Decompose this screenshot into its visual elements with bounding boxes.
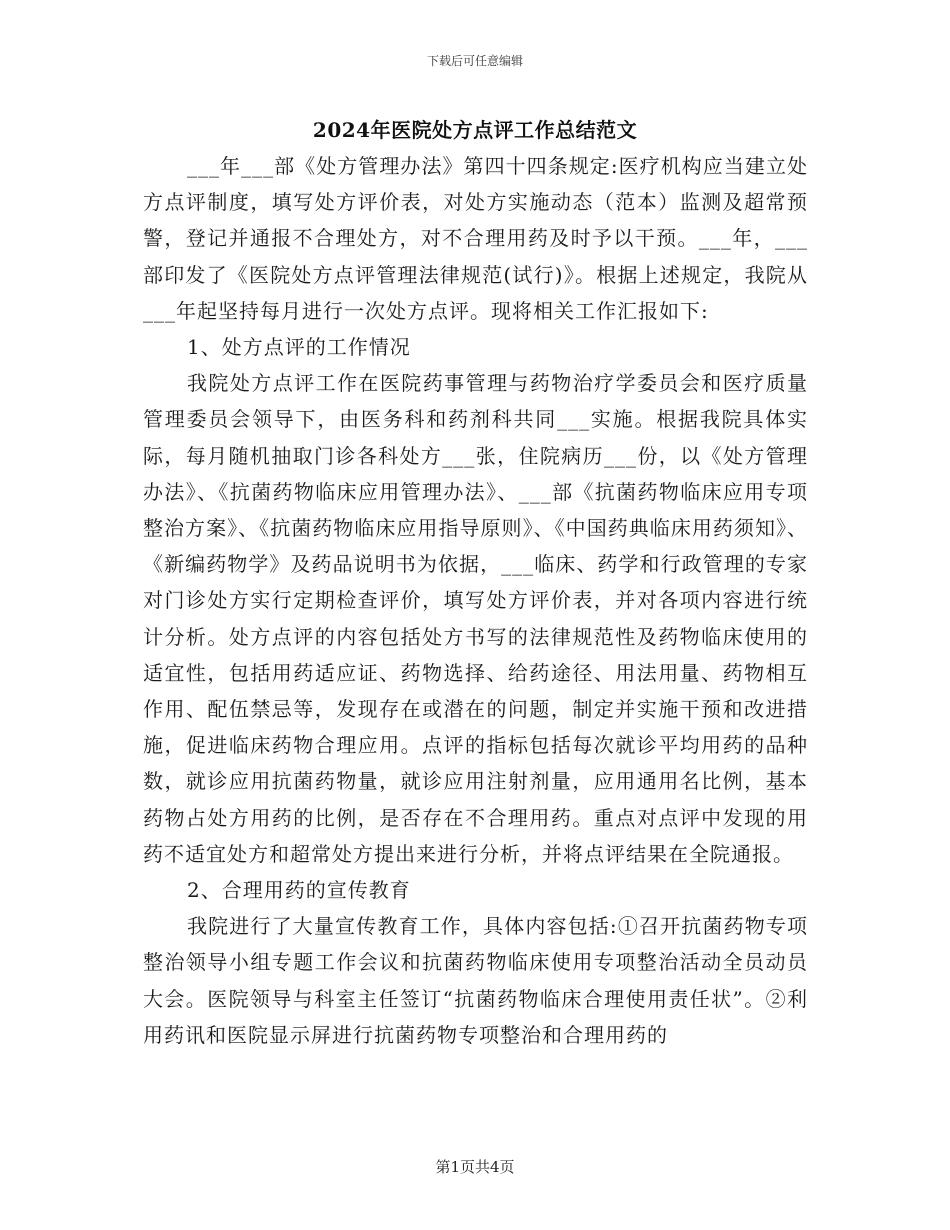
paragraph-section-2: 我院进行了大量宣传教育工作，具体内容包括:①召开抗菌药物专项整治领导小组专题工作会议和抗菌药物临床使用专项整治活动全员动员大会。医院领导与科室主任签订“抗菌药物临床合理使用责任状”。②利用药讯和医院显示屏进行抗菌药物专项整治和合理用药的 [143,914,808,1047]
document-body [143,148,808,1053]
paragraph-intro: ___年___部《处方管理办法》第四十四条规定:医疗机构应当建立处方点评制度，填写处方评价表，对处方实施动态（范本）监测及超常预警，登记并通报不合理处方，对不合理用药及时予以干预。___年，___部印发了《医院处方点评管理法律规范(试行)》。根据上述规定，我院从___年起坚持每月进行一次处方点评。现将相关工作汇报如下: [143,154,808,323]
document-title: 2024年医院处方点评工作总结范文 [312,118,638,142]
section-heading-2: 2、合理用药的宣传教育 [187,878,411,903]
paragraph-section-1: 我院处方点评工作在医院药事管理与药物治疗学委员会和医疗质量管理委员会领导下，由医务科和药剂科共同___实施。根据我院具体实际，每月随机抽取门诊各科处方___张，住院病历___份，以《处方管理办法》、《抗菌药物临床应用管理办法》、___部《抗菌药物临床应用专项整治方案》、《抗菌药物临床应用指导原则》、《中国药典临床用药须知》、《新编药物学》及药品说明书为依据，___临床、药学和行政管理的专家对门诊处方实行定期检查评价，填写处方评价表，并对各项内容进行统计分析。处方点评的内容包括处方书写的法律规范性及药物临床使用的适宜性，包括用药适应证、药物选择、给药途径、用法用量、药物相互作用、配伍禁忌等，发现存在或潜在的问题，制定并实施干预和改进措施，促进临床药物合理应用。点评的指标包括每次就诊平均用药的品种数，就诊应用抗菌药物量，就诊应用注射剂量，应用通用名比例，基本药物占处方用药的比例，是否存在不合理用药。重点对点评中发现的用药不适宜处方和超常处方提出来进行分析，并将点评结果在全院通报。 [143,371,808,866]
section-heading-1: 1、处方点评的工作情况 [187,335,411,360]
page-footer: 第1页共4页 [435,1158,515,1176]
page-header-note: 下载后可任意编辑 [426,54,523,68]
